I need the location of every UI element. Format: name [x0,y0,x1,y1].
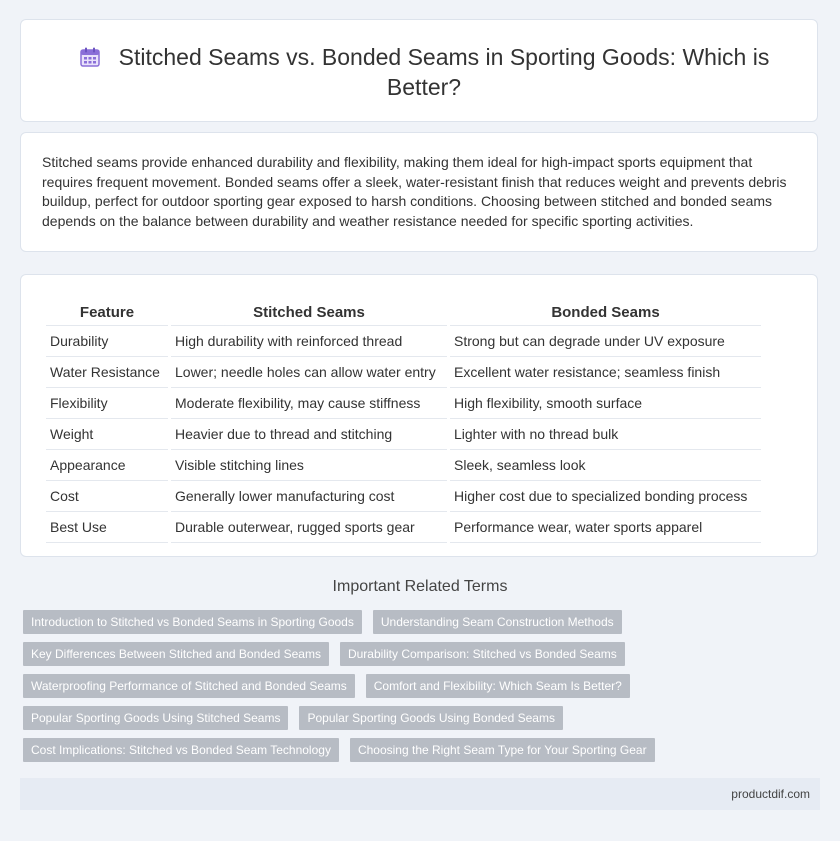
tag-row [23,642,813,674]
tag-row [23,738,813,770]
related-term-tag[interactable]: Durability Comparison: Stitched vs Bonded Seams [340,642,625,666]
table-cell: High flexibility, smooth surface [450,388,761,419]
table-cell: Flexibility [46,388,168,419]
table-cell: Visible stitching lines [171,450,447,481]
table-cell: Water Resistance [46,357,168,388]
table-row [46,512,761,543]
table-cell: Strong but can degrade under UV exposure [450,326,761,357]
related-term-tag[interactable]: Popular Sporting Goods Using Bonded Seams [299,706,562,730]
related-term-tag[interactable]: Introduction to Stitched vs Bonded Seams in Sporting Goods [23,610,362,634]
table-cell: High durability with reinforced thread [171,326,447,357]
table-cell: Lighter with no thread bulk [450,419,761,450]
related-term-tag[interactable]: Understanding Seam Construction Methods [373,610,622,634]
table-cell: Excellent water resistance; seamless finish [450,357,761,388]
intro-card [20,132,818,252]
table-cell: Lower; needle holes can allow water entry [171,357,447,388]
column-header-bonded: Bonded Seams [450,293,761,326]
table-header-row [46,293,761,326]
column-header-feature: Feature [46,293,168,326]
table-row [46,388,761,419]
table-cell: Moderate flexibility, may cause stiffness [171,388,447,419]
intro-paragraph: Stitched seams provide enhanced durability and flexibility, making them ideal for high-impact sports equipment that requires frequent movement. Bonded seams offer a sleek, water-resistant finish that reduces weight and prevents debris buildup, perfect for outdoor sporting gear exposed to harsh conditions. Choosing between stitched and bonded seams depends on the balance between durability and weather resistance needed for specific sporting activities. [42,154,787,229]
page-title-block [61,42,787,102]
table-cell: Weight [46,419,168,450]
table-cell: Performance wear, water sports apparel [450,512,761,543]
table-row [46,357,761,388]
related-term-tag[interactable]: Waterproofing Performance of Stitched and Bonded Seams [23,674,355,698]
table-cell: Heavier due to thread and stitching [171,419,447,450]
related-term-tag[interactable]: Popular Sporting Goods Using Stitched Seams [23,706,288,730]
related-term-tag[interactable]: Choosing the Right Seam Type for Your Sporting Gear [350,738,655,762]
table-cell: Higher cost due to specialized bonding process [450,481,761,512]
footer [20,778,820,810]
footer-site-link[interactable]: productdif.com [731,787,810,801]
table-cell: Durable outerwear, rugged sports gear [171,512,447,543]
page-title: Stitched Seams vs. Bonded Seams in Sporting Goods: Which is Better? [118,44,770,100]
table-row [46,481,761,512]
tag-row [23,610,813,642]
table-row [46,326,761,357]
related-terms-heading: Important Related Terms [332,578,508,595]
column-header-stitched: Stitched Seams [171,293,447,326]
title-card [20,19,818,122]
table-cell: Generally lower manufacturing cost [171,481,447,512]
tag-row [23,706,813,738]
table-cell: Cost [46,481,168,512]
table-row [46,419,761,450]
comparison-table [43,293,764,543]
related-term-tag[interactable]: Comfort and Flexibility: Which Seam Is Better? [366,674,630,698]
table-cell: Durability [46,326,168,357]
table-row [46,450,761,481]
comparison-table-card [20,274,818,557]
related-term-tag[interactable]: Key Differences Between Stitched and Bonded Seams [23,642,329,666]
calendar-icon [79,45,101,67]
related-term-tag[interactable]: Cost Implications: Stitched vs Bonded Seam Technology [23,738,339,762]
table-cell: Sleek, seamless look [450,450,761,481]
table-cell: Appearance [46,450,168,481]
related-terms-list [23,610,813,770]
tag-row [23,674,813,706]
table-cell: Best Use [46,512,168,543]
